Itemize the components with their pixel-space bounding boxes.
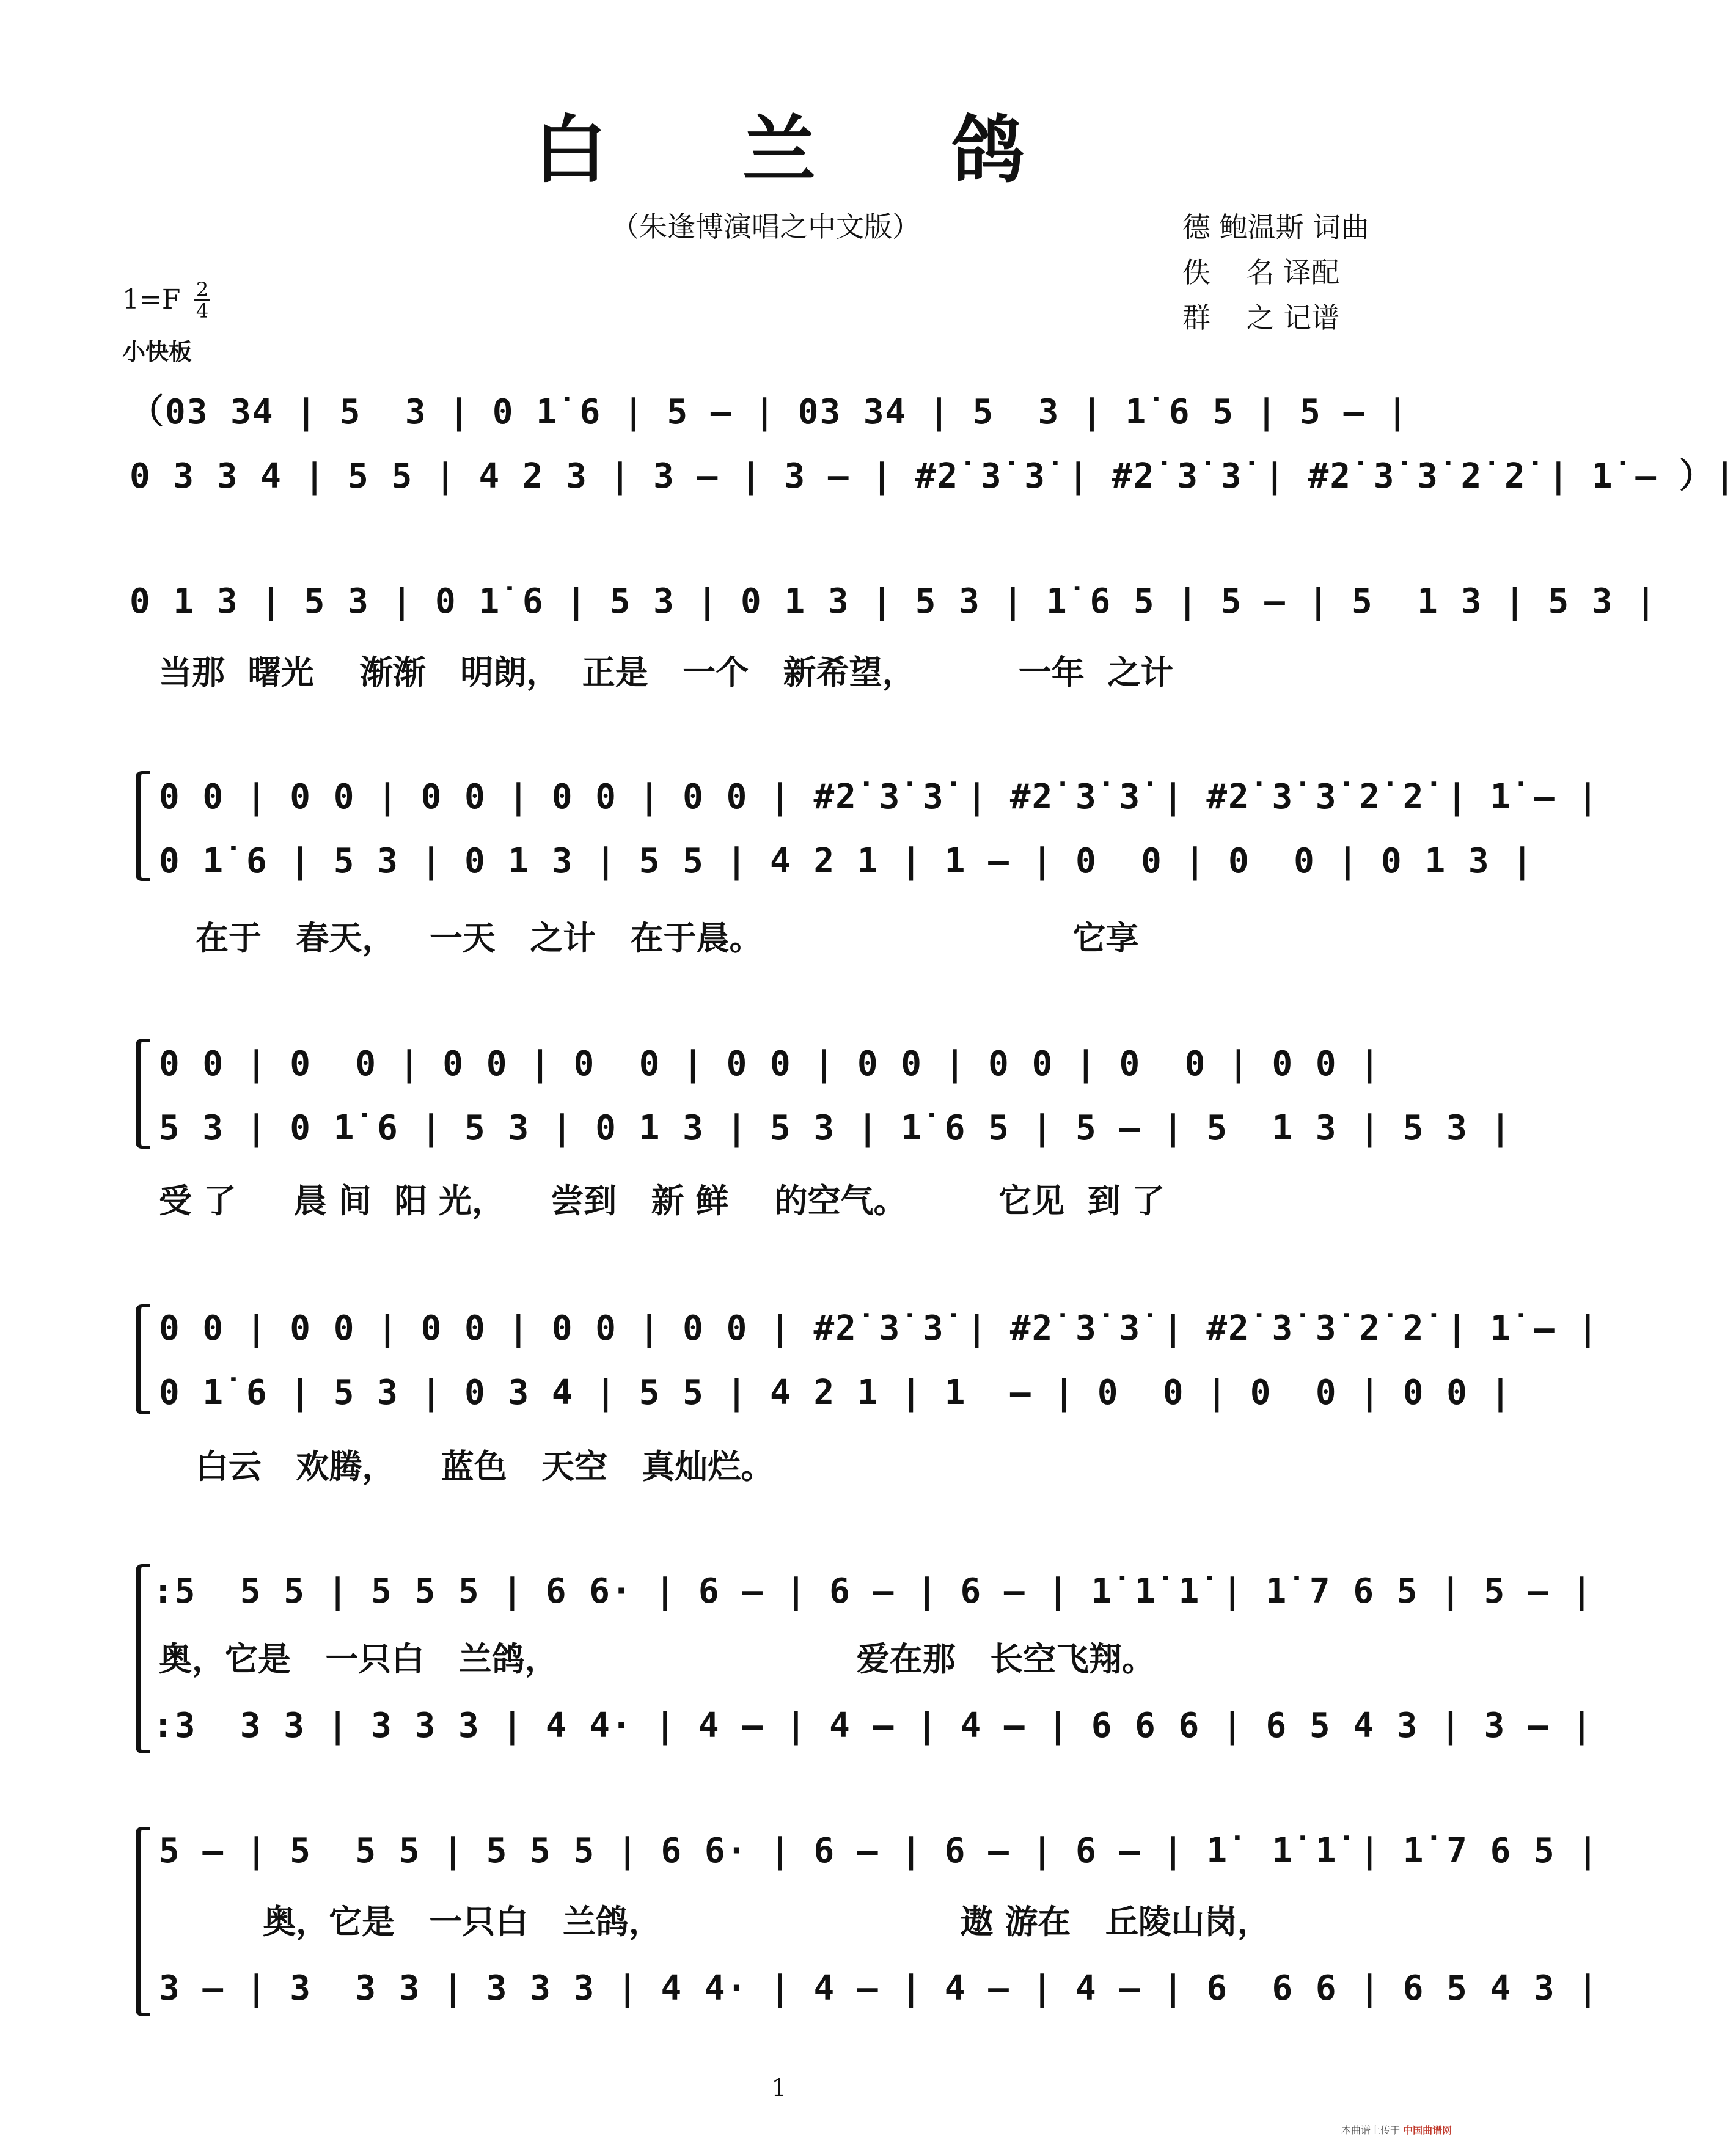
credit-translator: 佚 名 译配 bbox=[1182, 256, 1340, 289]
system4-upper: 0 0 | 0 0 | 0 0 | 0 0 | 0 0 | #2̇ 3̇ 3̇ | #2̇ 3̇ 3̇ | #2̇ 3̇ 3̇ 2̇ 2̇ | 1̇ – | bbox=[159, 1309, 1600, 1348]
song-title: 白 兰 鸽 bbox=[533, 108, 1080, 193]
system2-lower: 0 1̇ 6 | 5 3 | 0 1 3 | 5 5 | 4 2 1 | 1 – | 0 0 | 0 0 | 0 1 3 | bbox=[159, 841, 1534, 881]
system2-upper: 0 0 | 0 0 | 0 0 | 0 0 | 0 0 | #2̇ 3̇ 3̇ | #2̇ 3̇ 3̇ | #2̇ 3̇ 3̇ 2̇ 2̇ | 1̇ – | bbox=[159, 777, 1600, 817]
chorus1-lower: :3 3 3 | 3 3 3 | 4 4· | 4 – | 4 – | 4 – | 6 6 6 | 6 5 4 3 | 3 – | bbox=[153, 1706, 1594, 1746]
credit-composer: 德 鲍温斯 词曲 bbox=[1182, 211, 1369, 244]
time-bottom: 4 bbox=[196, 299, 209, 323]
tempo-marking: 小快板 bbox=[122, 338, 192, 365]
verse-line-1: 0 1 3 | 5 3 | 0 1̇ 6 | 5 3 | 0 1 3 | 5 3 | 1̇ 6 5 | 5 – | 5 1 3 | 5 3 | bbox=[130, 582, 1658, 621]
system-brace bbox=[136, 771, 150, 881]
chorus1-lyrics: 奥，它是 一只白 兰鸽， 爱在那 长空飞翔。 bbox=[159, 1639, 1155, 1678]
system3-upper: 0 0 | 0 0 | 0 0 | 0 0 | 0 0 | 0 0 | 0 0 | 0 0 | 0 0 | bbox=[159, 1044, 1382, 1084]
verse-lyrics-1: 当那 曙光 渐渐 明朗， 正是 一个 新希望， 一年 之计 bbox=[159, 653, 1174, 692]
system-brace bbox=[136, 1304, 150, 1414]
chorus2-lower: 3 – | 3 3 3 | 3 3 3 | 4 4· | 4 – | 4 – | 4 – | 6 6 6 | 6 5 4 3 | bbox=[159, 1969, 1600, 2008]
intro-line-2: 0 3 3 4 | 5 5 | 4 2 3 | 3 – | 3 – | #2̇ 3̇ 3̇ | #2̇ 3̇ 3̇ | #2̇ 3̇ 3̇ 2̇ 2̇ | 1̇ – ）| bbox=[130, 456, 1736, 496]
credit-transcriber: 群 之 记谱 bbox=[1182, 301, 1340, 334]
time-signature bbox=[194, 280, 210, 321]
chorus2-upper: 5 – | 5 5 5 | 5 5 5 | 6 6· | 6 – | 6 – | 6 – | 1̇ 1̇ 1̇ | 1̇ 7 6 5 | bbox=[159, 1831, 1600, 1871]
key-signature: 1=F bbox=[122, 284, 181, 315]
time-top: 2 bbox=[196, 278, 209, 301]
system3-lower: 5 3 | 0 1̇ 6 | 5 3 | 0 1 3 | 5 3 | 1̇ 6 5 | 5 – | 5 1 3 | 5 3 | bbox=[159, 1108, 1512, 1148]
system4-lyrics: 白云 欢腾， 蓝色 天空 真灿烂。 bbox=[196, 1447, 774, 1486]
system2-lyrics: 在于 春天， 一天 之计 在于晨。 它享 bbox=[196, 918, 1139, 957]
system-brace bbox=[136, 1827, 150, 2016]
system-brace bbox=[136, 1039, 150, 1149]
page-number: 1 bbox=[771, 2074, 787, 2102]
chorus2-lyrics: 奥，它是 一只白 兰鸽， 遨 游在 丘陵山岗， bbox=[263, 1902, 1270, 1941]
credits bbox=[1182, 205, 1369, 340]
system3-lyrics: 受 了 晨 间 阳 光， 尝到 新 鲜 的空气。 它见 到 了 bbox=[159, 1181, 1165, 1220]
chorus1-upper: :5 5 5 | 5 5 5 | 6 6· | 6 – | 6 – | 6 – | 1̇ 1̇ 1̇ | 1̇ 7 6 5 | 5 – | bbox=[153, 1571, 1594, 1611]
footer-watermark: 本曲谱上传于 中国曲谱网 bbox=[1341, 2124, 1452, 2136]
song-subtitle: （朱逢博演唱之中文版） bbox=[611, 210, 920, 243]
system-brace bbox=[136, 1564, 150, 1753]
system4-lower: 0 1̇ 6 | 5 3 | 0 3 4 | 5 5 | 4 2 1 | 1 – | 0 0 | 0 0 | 0 0 | bbox=[159, 1373, 1512, 1413]
intro-line-1: （03 34 | 5 3 | 0 1̇ 6 | 5 – | 03 34 | 5 3 | 1̇ 6 5 | 5 – | bbox=[130, 392, 1409, 432]
